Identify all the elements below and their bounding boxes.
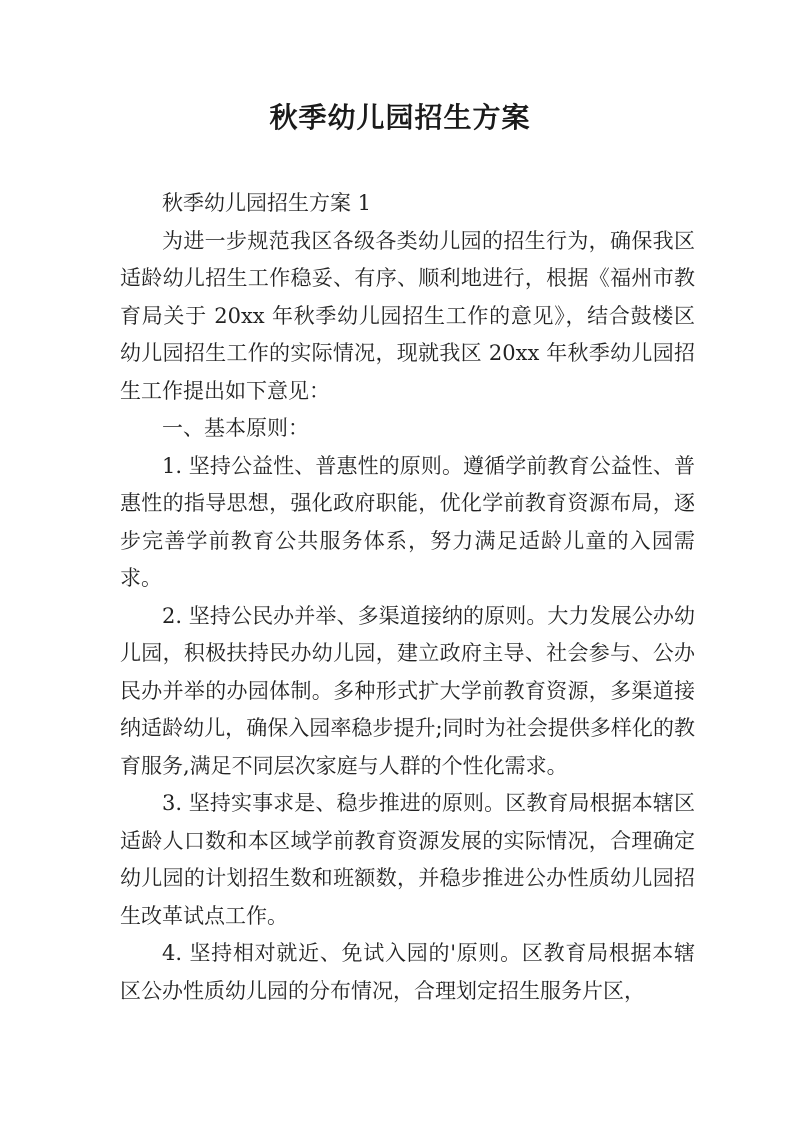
paragraph-principle-1: 1. 坚持公益性、普惠性的原则。遵循学前教育公益性、普惠性的指导思想，强化政府职能，优化学前教育资源布局，逐步完善学前教育公共服务体系，努力满足适龄儿童的入园需求。 [120, 453, 695, 590]
paragraph-principle-2: 2. 坚持公民办并举、多渠道接纳的原则。大力发展公办幼儿园，积极扶持民办幼儿园，建立政府主导、社会参与、公办民办并举的办园体制。多种形式扩大学前教育资源，多渠道接纳适龄幼儿，确保入园率稳步提升;同时为社会提供多样化的教育服务,满足不同层次家庭与人群的个性化需求。 [120, 603, 695, 778]
document-body [120, 185, 695, 1010]
paragraph-intro: 为进一步规范我区各级各类幼儿园的招生行为，确保我区适龄幼儿招生工作稳妥、有序、顺利地进行，根据《福州市教育局关于 20xx 年秋季幼儿园招生工作的意见》，结合鼓楼区幼儿园招生工作的实际情况，现就我区 20xx 年秋季幼儿园招生工作提出如下意见： [120, 228, 695, 403]
document-title: 秋季幼儿园招生方案 [269, 101, 531, 134]
paragraph-principle-4: 4. 坚持相对就近、免试入园的'原则。区教育局根据本辖区公办性质幼儿园的分布情况，合理划定招生服务片区， [120, 941, 695, 1003]
paragraph-heading: 秋季幼儿园招生方案 1 [162, 191, 372, 215]
paragraph-principle-3: 3. 坚持实事求是、稳步推进的原则。区教育局根据本辖区适龄人口数和本区域学前教育资源发展的实际情况，合理确定幼儿园的计划招生数和班额数，并稳步推进公办性质幼儿园招生改革试点工作。 [120, 791, 695, 928]
section-heading-basic-principles: 一、基本原则： [162, 416, 309, 440]
